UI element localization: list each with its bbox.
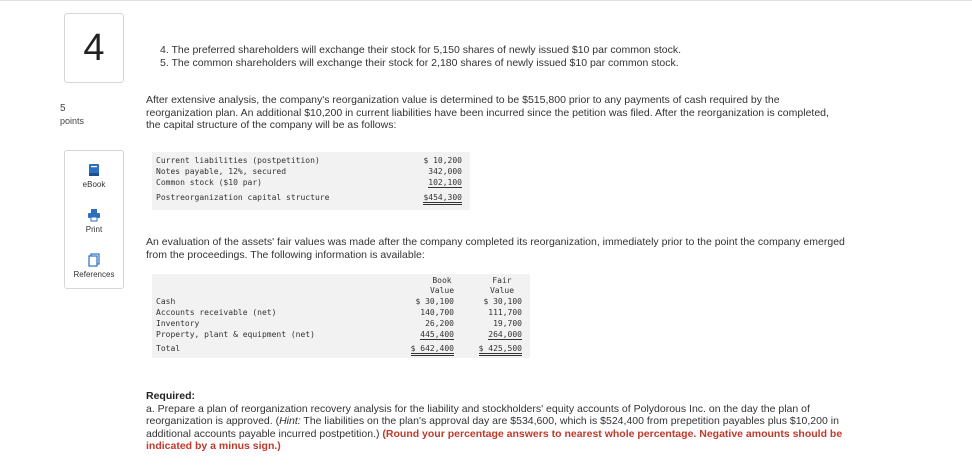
table-row-fair: 264,000 (488, 330, 522, 339)
hint-label: Hint: (279, 415, 301, 427)
table-row-fair: $ 30,100 (483, 297, 522, 306)
condition-item: 4. The preferred shareholders will exchange their stock for 5,150 shares of newly issued $10 par common stock. (160, 44, 681, 56)
table-row-fair: 19,700 (493, 319, 522, 328)
print-button[interactable] (65, 208, 123, 234)
table-row-fair: 111,700 (488, 308, 522, 317)
required-text (146, 403, 851, 453)
printer-icon (87, 208, 101, 222)
table-row-book: $ 30,100 (415, 297, 454, 306)
points-label: points (60, 116, 85, 126)
table-total-book: $ 642,400 (411, 344, 454, 356)
points-value: 5 (60, 103, 66, 114)
required-heading: Required: (146, 390, 196, 402)
table-row-label: Current liabilities (postpetition) (156, 156, 320, 165)
hint-text: The liabilities on the plan's approval day are $534,600, which is $524,400 from prepetition payables plus $10,200 in additional accounts payable incurred postpetition.) (146, 415, 839, 440)
table-total-value: $454,300 (423, 193, 462, 205)
required-section (146, 390, 851, 453)
required-body: a. Prepare a plan of reorganization recovery analysis for the liability and stockholders' equity accounts of Polydorous Inc. on the day the plan of reorganization is approved. ( (146, 402, 810, 427)
table-row-value: 102,100 (428, 178, 462, 187)
table-row-value: 342,000 (428, 167, 462, 176)
table-row-label: Accounts receivable (net) (156, 308, 277, 317)
capital-structure-table (152, 152, 470, 210)
ebook-label: eBook (82, 180, 106, 189)
table-row-label: Property, plant & equipment (net) (156, 330, 315, 339)
condition-item: 5. The common shareholders will exchange their stock for 2,180 shares of newly issued $10 par common stock. (160, 56, 679, 69)
column-header-fair: Value (489, 286, 515, 295)
table-row-label: Notes payable, 12%, secured (156, 167, 287, 176)
documents-icon (87, 253, 101, 267)
reorganization-paragraph: After extensive analysis, the company's reorganization value is determined to be $515,800 prior to any payments of cash required by the reorganization plan. An additional $10,200 in current liabilities have been incurred since the petition was filed. After the reorganization is completed, the capital structure of the company will be as follows: (146, 94, 829, 131)
ebook-button[interactable] (65, 163, 123, 189)
book-icon (87, 163, 101, 177)
references-label: References (73, 270, 115, 279)
table-row-label: Common stock ($10 par) (156, 178, 262, 187)
assets-table (152, 274, 530, 358)
column-header-book: Book (432, 276, 452, 285)
column-header-book: Value (429, 286, 455, 295)
references-button[interactable] (65, 253, 123, 279)
table-row-label: Cash (156, 297, 176, 306)
table-total-fair: $ 425,500 (479, 344, 522, 356)
print-label: Print (85, 225, 103, 234)
table-total-label: Postreorganization capital structure (156, 193, 330, 202)
tool-panel (64, 150, 124, 289)
top-divider (0, 0, 972, 1)
column-header-fair: Fair (492, 276, 512, 285)
points-info (60, 103, 84, 127)
table-row-book: 26,200 (425, 319, 454, 328)
table-row-book: 140,700 (420, 308, 454, 317)
question-number: 4 (64, 13, 124, 83)
table-total-label: Total (156, 344, 181, 353)
table-row-book: 445,400 (420, 330, 454, 339)
conditions-list (160, 44, 681, 69)
rounding-instruction: (Round your percentage answers to nearest whole percentage. Negative amounts should be indicated by a minus sign.) (146, 427, 843, 452)
table-row-value: $ 10,200 (423, 156, 462, 165)
table-row-label: Inventory (156, 319, 200, 328)
evaluation-paragraph: An evaluation of the assets' fair values was made after the company completed its reorganization, immediately prior to the point the company emerged from the proceedings. The following information is available: (146, 236, 845, 261)
